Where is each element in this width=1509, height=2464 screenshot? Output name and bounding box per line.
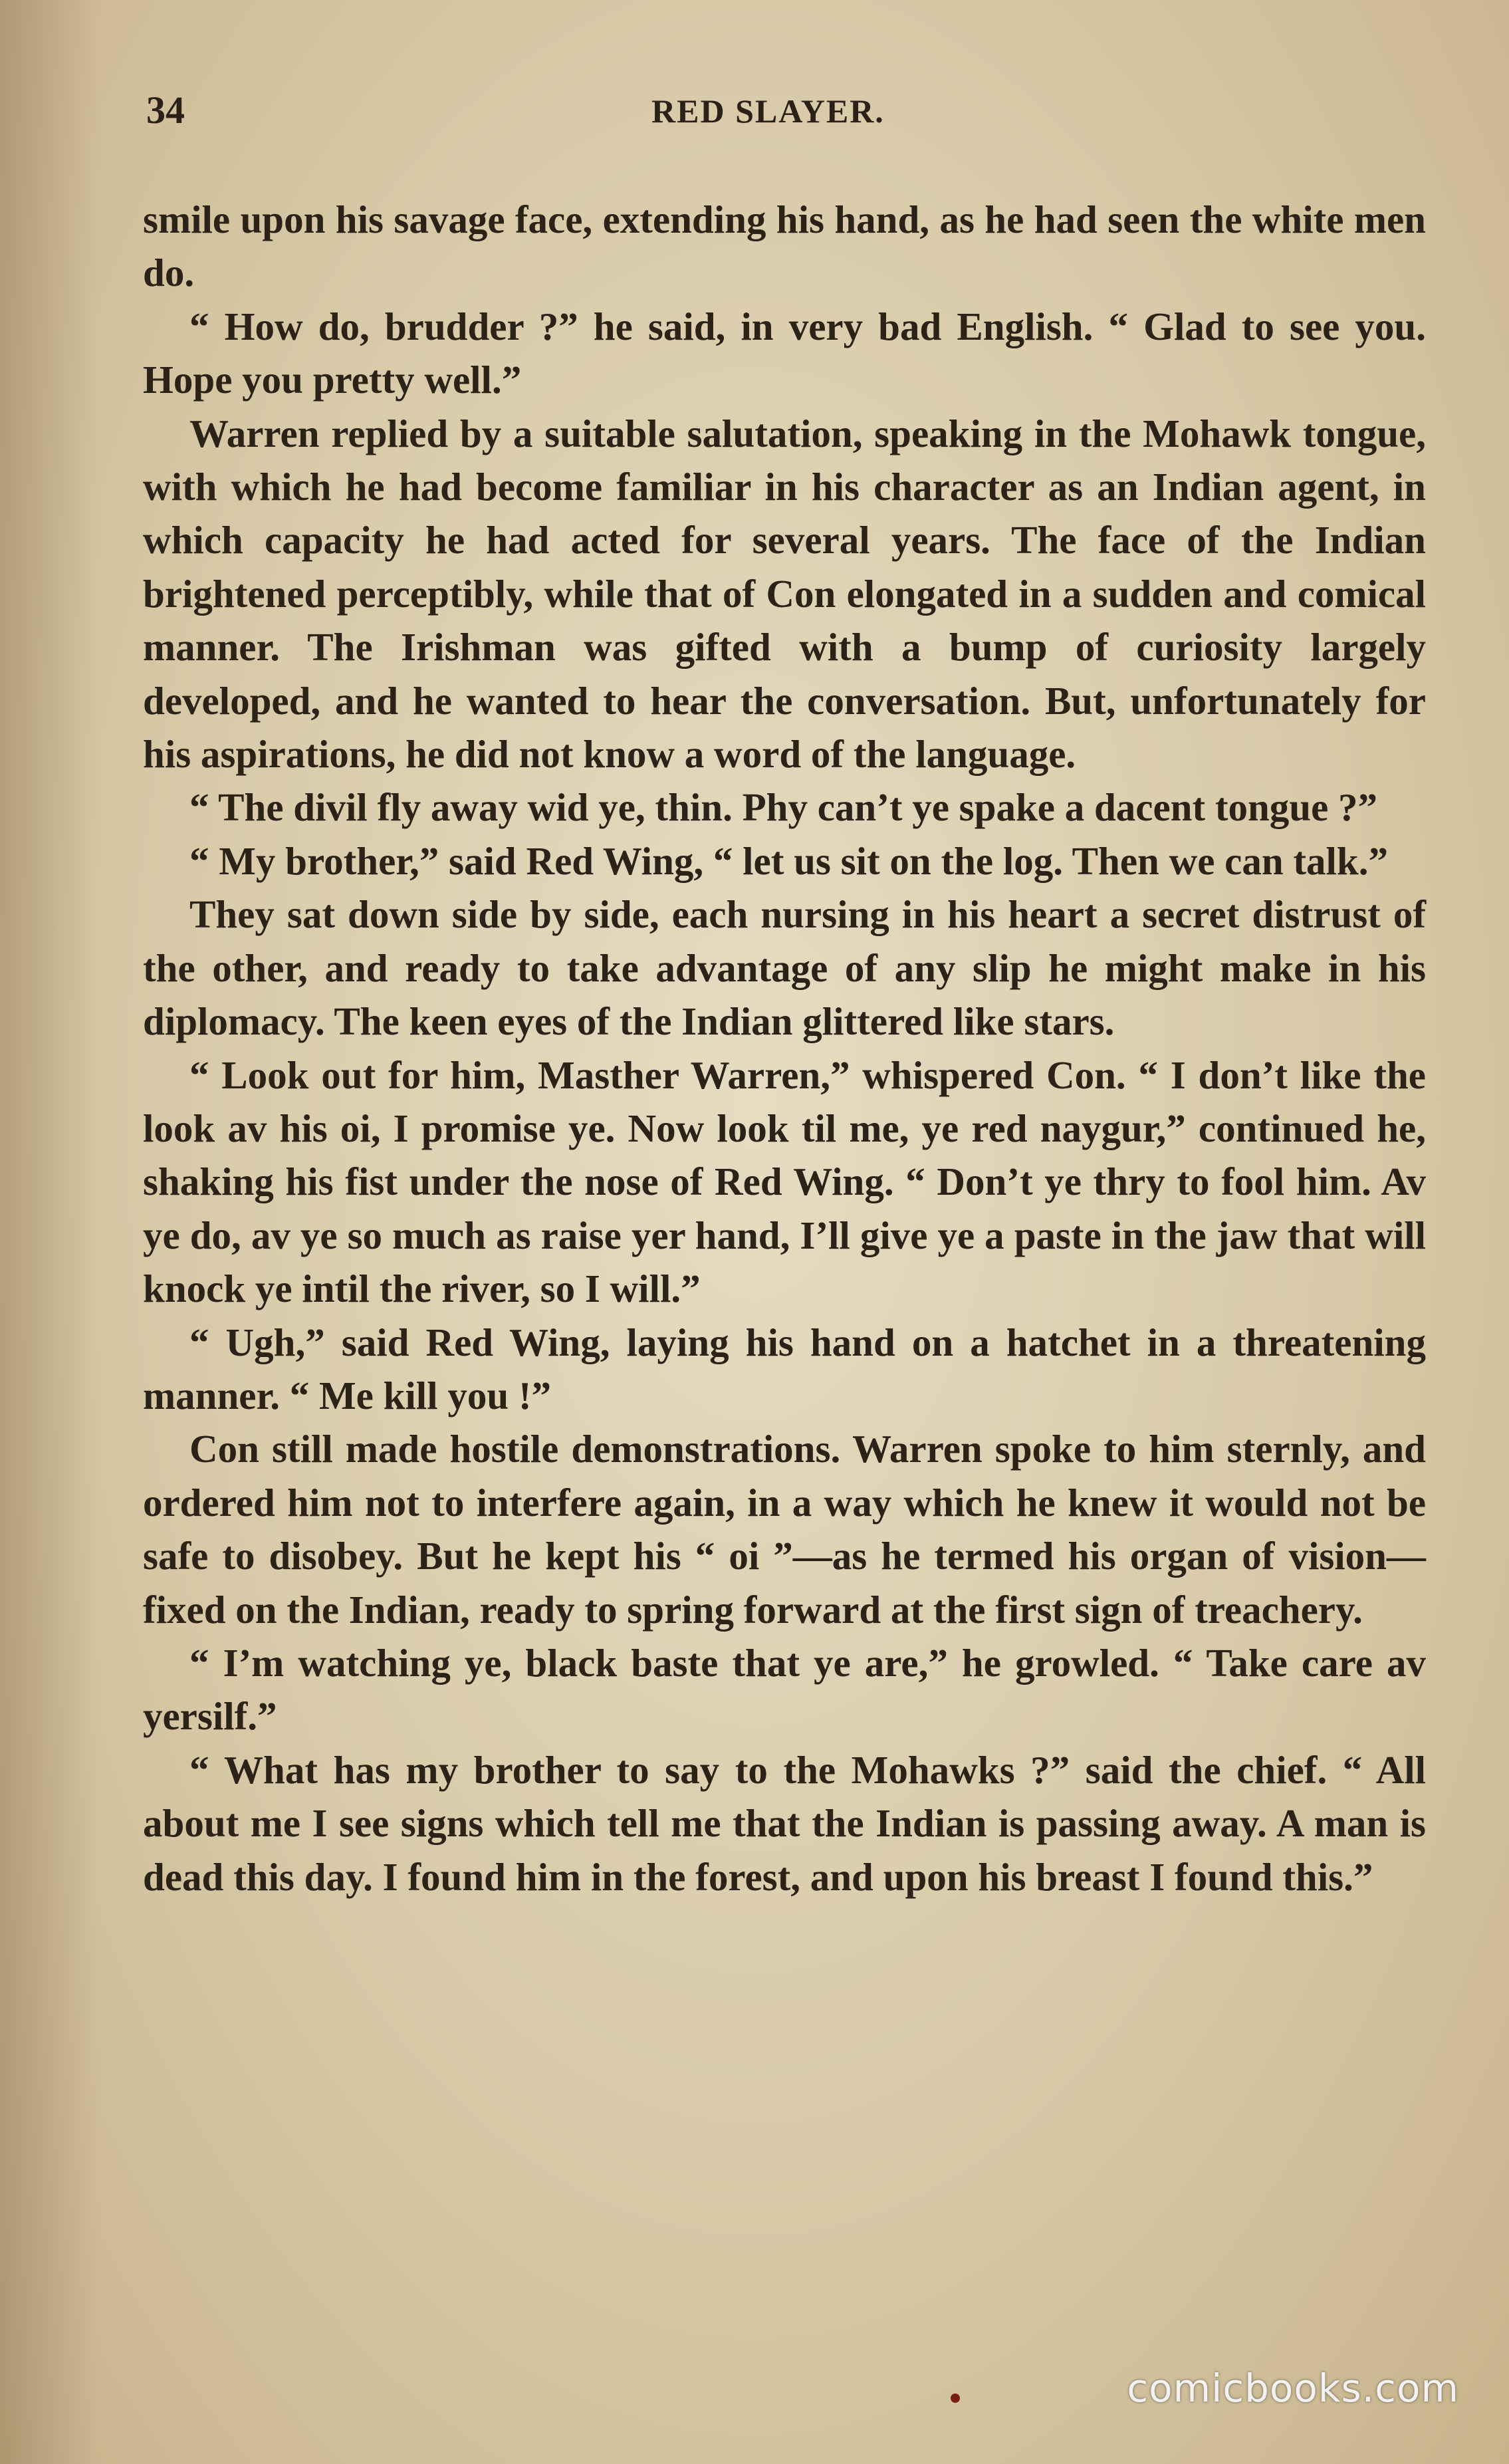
- paragraph: “ I’m watching ye, black baste that ye are,” he growled. “ Take care av yersilf.”: [143, 1640, 1426, 1739]
- running-title: RED SLAYER.: [651, 92, 885, 130]
- page-number: 34: [146, 88, 185, 132]
- body-text: [143, 193, 1426, 1904]
- page-edge-shadow: [0, 0, 100, 2464]
- paragraph: “ Ugh,” said Red Wing, laying his hand on a hatchet in a threatening manner. “ Me kill you !”: [143, 1320, 1426, 1417]
- page-header: [146, 80, 1423, 160]
- watermark: comicbooks.com: [1127, 2366, 1459, 2411]
- paragraph: “ What has my brother to say to the Mohawks ?” said the chief. “ All about me I see signs which tell me that the Indian is passing away. A man is dead this day. I found him in the forest, and upon his breast I found this.”: [143, 1747, 1426, 1899]
- paragraph: They sat down side by side, each nursing in his heart a secret distrust of the other, and ready to take advantage of any slip he might make in his diplomacy. The keen eyes of the Indian glittered like stars.: [143, 892, 1426, 1044]
- paragraph: “ Look out for him, Masther Warren,” whispered Con. “ I don’t like the look av his oi, I promise ye. Now look til me, ye red naygur,” continued he, shaking his fist under the nose of Red Wing. “ Don’t ye thry to fool him. Av ye do, av ye so much as raise yer hand, I’ll give ye a paste in the jaw that will knock ye intil the river, so I will.”: [143, 1052, 1426, 1311]
- paragraph: Con still made hostile demonstrations. Warren spoke to him sternly, and ordered him not to interfere again, in a way which he knew it would not be safe to disobey. But he kept his “ oi ”—as he termed his organ of vision—fixed on the Indian, ready to spring forward at the first sign of treachery.: [143, 1427, 1426, 1632]
- paragraph: “ My brother,” said Red Wing, “ let us sit on the log. Then we can talk.”: [189, 838, 1388, 883]
- paragraph: smile upon his savage face, extending his hand, as he had seen the white men do.: [143, 197, 1426, 295]
- paragraph: “ The divil fly away wid ye, thin. Phy can’t ye spake a dacent tongue ?”: [189, 785, 1378, 830]
- paragraph: “ How do, brudder ?” he said, in very bad English. “ Glad to see you. Hope you pretty well.”: [143, 304, 1426, 402]
- paragraph: Warren replied by a suitable salutation, speaking in the Mohawk tongue, with which he had become familiar in his character as an Indian agent, in which capacity he had acted for several years. The face of the Indian brightened perceptibly, while that of Con elongated in a sudden and comical manner. The Irishman was gifted with a bump of curiosity largely developed, and he wanted to hear the conversation. But, unfortunately for his aspirations, he did not know a word of the language.: [143, 411, 1426, 777]
- ink-smudge: [951, 2394, 960, 2403]
